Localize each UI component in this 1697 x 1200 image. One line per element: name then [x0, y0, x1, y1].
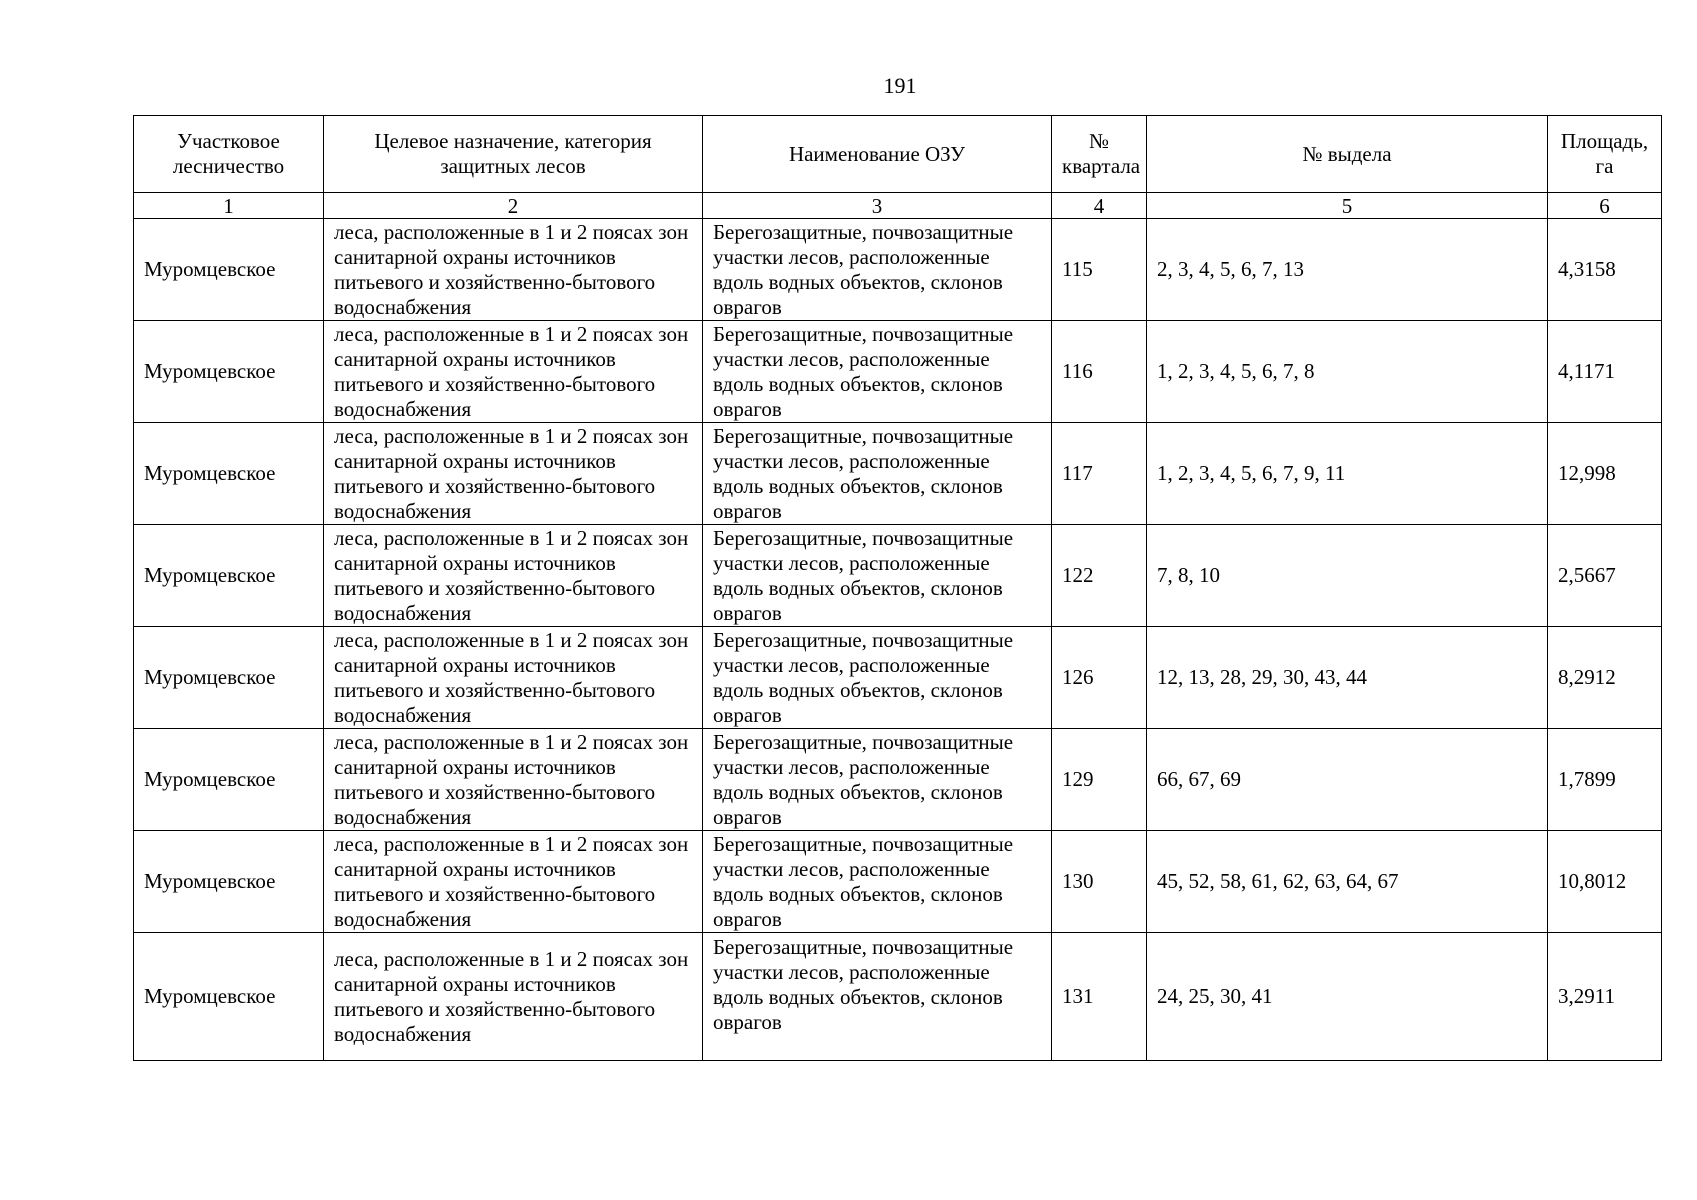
purpose-cell: леса, расположенные в 1 и 2 поясах зон санитарной охраны источников питьевого и хозяйственно-бытового водоснабжения	[324, 525, 703, 627]
header-purpose: Целевое назначение, категория защитных лесов	[324, 116, 703, 193]
plots-cell: 2, 3, 4, 5, 6, 7, 13	[1147, 219, 1548, 321]
ozu-cell: Берегозащитные, почвозащитные участки лесов, расположенные вдоль водных объектов, склонов оврагов	[703, 423, 1052, 525]
plots-cell: 12, 13, 28, 29, 30, 43, 44	[1147, 627, 1548, 729]
purpose-cell: леса, расположенные в 1 и 2 поясах зон санитарной охраны источников питьевого и хозяйственно-бытового водоснабжения	[324, 933, 703, 1061]
ozu-cell: Берегозащитные, почвозащитные участки лесов, расположенные вдоль водных объектов, склонов оврагов	[703, 933, 1052, 1061]
page-number: 191	[883, 73, 917, 98]
purpose-cell: леса, расположенные в 1 и 2 поясах зон санитарной охраны источников питьевого и хозяйственно-бытового водоснабжения	[324, 423, 703, 525]
quarter-cell: 129	[1052, 729, 1147, 831]
quarter-cell: 122	[1052, 525, 1147, 627]
ozu-cell: Берегозащитные, почвозащитные участки лесов, расположенные вдоль водных объектов, склонов оврагов	[703, 729, 1052, 831]
plots-cell: 45, 52, 58, 61, 62, 63, 64, 67	[1147, 831, 1548, 933]
plots-cell: 66, 67, 69	[1147, 729, 1548, 831]
forestry-cell: Муромцевское	[134, 525, 324, 627]
purpose-cell: леса, расположенные в 1 и 2 поясах зон санитарной охраны источников питьевого и хозяйственно-бытового водоснабжения	[324, 831, 703, 933]
header-ozu-name: Наименование ОЗУ	[703, 116, 1052, 193]
area-cell: 4,1171	[1548, 321, 1662, 423]
forestry-cell: Муромцевское	[134, 321, 324, 423]
quarter-cell: 116	[1052, 321, 1147, 423]
quarter-cell: 126	[1052, 627, 1147, 729]
header-row	[134, 116, 1662, 193]
ozu-cell: Берегозащитные, почвозащитные участки лесов, расположенные вдоль водных объектов, склонов оврагов	[703, 219, 1052, 321]
ozu-cell: Берегозащитные, почвозащитные участки лесов, расположенные вдоль водных объектов, склонов оврагов	[703, 525, 1052, 627]
purpose-cell: леса, расположенные в 1 и 2 поясах зон санитарной охраны источников питьевого и хозяйственно-бытового водоснабжения	[324, 219, 703, 321]
quarter-cell: 115	[1052, 219, 1147, 321]
plots-cell: 1, 2, 3, 4, 5, 6, 7, 8	[1147, 321, 1548, 423]
area-cell: 2,5667	[1548, 525, 1662, 627]
area-cell: 10,8012	[1548, 831, 1662, 933]
header-quarter: № квартала	[1052, 116, 1147, 193]
plots-cell: 24, 25, 30, 41	[1147, 933, 1548, 1061]
ozu-cell: Берегозащитные, почвозащитные участки лесов, расположенные вдоль водных объектов, склонов оврагов	[703, 831, 1052, 933]
column-number: 2	[324, 193, 703, 219]
table-row	[134, 321, 1662, 423]
area-cell: 12,998	[1548, 423, 1662, 525]
plots-cell: 1, 2, 3, 4, 5, 6, 7, 9, 11	[1147, 423, 1548, 525]
column-number: 4	[1052, 193, 1147, 219]
table-row	[134, 219, 1662, 321]
forestry-cell: Муромцевское	[134, 933, 324, 1061]
area-cell: 1,7899	[1548, 729, 1662, 831]
quarter-cell: 131	[1052, 933, 1147, 1061]
forestry-cell: Муромцевское	[134, 831, 324, 933]
ozu-cell: Берегозащитные, почвозащитные участки лесов, расположенные вдоль водных объектов, склонов оврагов	[703, 321, 1052, 423]
column-number: 1	[134, 193, 324, 219]
quarter-cell: 117	[1052, 423, 1147, 525]
header-area: Площадь, га	[1548, 116, 1662, 193]
forestry-cell: Муромцевское	[134, 729, 324, 831]
table-row	[134, 423, 1662, 525]
column-number: 5	[1147, 193, 1548, 219]
column-number: 3	[703, 193, 1052, 219]
area-cell: 3,2911	[1548, 933, 1662, 1061]
plots-cell: 7, 8, 10	[1147, 525, 1548, 627]
forestry-cell: Муромцевское	[134, 219, 324, 321]
area-cell: 8,2912	[1548, 627, 1662, 729]
header-forestry: Участковое лесничество	[134, 116, 324, 193]
forest-plots-table	[133, 115, 1662, 1061]
ozu-cell: Берегозащитные, почвозащитные участки лесов, расположенные вдоль водных объектов, склонов оврагов	[703, 627, 1052, 729]
table-row	[134, 831, 1662, 933]
column-number: 6	[1548, 193, 1662, 219]
column-number-row	[134, 193, 1662, 219]
table-row	[134, 627, 1662, 729]
table-row	[134, 525, 1662, 627]
table-row	[134, 933, 1662, 1061]
header-plots: № выдела	[1147, 116, 1548, 193]
forestry-cell: Муромцевское	[134, 627, 324, 729]
forestry-cell: Муромцевское	[134, 423, 324, 525]
purpose-cell: леса, расположенные в 1 и 2 поясах зон санитарной охраны источников питьевого и хозяйственно-бытового водоснабжения	[324, 729, 703, 831]
purpose-cell: леса, расположенные в 1 и 2 поясах зон санитарной охраны источников питьевого и хозяйственно-бытового водоснабжения	[324, 321, 703, 423]
quarter-cell: 130	[1052, 831, 1147, 933]
purpose-cell: леса, расположенные в 1 и 2 поясах зон санитарной охраны источников питьевого и хозяйственно-бытового водоснабжения	[324, 627, 703, 729]
area-cell: 4,3158	[1548, 219, 1662, 321]
table-row	[134, 729, 1662, 831]
